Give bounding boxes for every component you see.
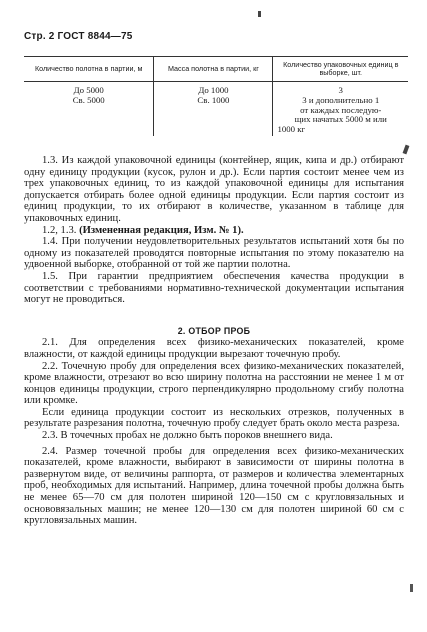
document-body bbox=[24, 155, 404, 527]
cell-line: 3 bbox=[338, 85, 343, 96]
cell-line: Св. 1000 bbox=[197, 95, 230, 105]
cell-line: от каждых последую- bbox=[300, 104, 382, 115]
paragraph-2-4: 2.4. Размер точечной пробы для определения всех физико-механических показателей, кроме влажности, выбирают в зависимости от ширины полотна в развернутом виде, от величины раппорта, от размеров и количества элементарных проб, необходимых для испытаний. Например, длина точечной пробы должна быть не менее 65—70 см для полотен шириной 120—150 см с кругловязальных и основовязальных машин; не менее 120—130 см для полотен шириной 60 см с кругловязальных машин. bbox=[24, 445, 404, 527]
scan-speck bbox=[410, 584, 413, 592]
column-header: Масса полотна в партии, кг bbox=[154, 57, 273, 82]
section-title: 2. ОТБОР ПРОБ bbox=[177, 325, 251, 336]
edit-note-numbers: 1.2, 1.3. bbox=[42, 224, 77, 236]
paragraph-2-2: 2.2. Точечную пробу для определения всех физико-механических показателей, кроме влажности, отрезают во всю ширину полотна на расстоянии не менее 1 м от концов единицы продукции, строго перпендикулярно продольному сгибу полотна или кромке. bbox=[24, 360, 404, 407]
paragraph-edit-note bbox=[24, 225, 404, 237]
column-header: Количество упаковочных единиц в выборке, шт. bbox=[273, 57, 408, 82]
cell-line: 1000 кг bbox=[277, 123, 306, 134]
paragraph-2-1: 2.1. Для определения всех физико-механических показателей, кроме влажности, от каждой единицы продукции вырезают точечную пробу. bbox=[24, 337, 404, 360]
paragraph-1-4: 1.4. При получении неудовлетворительных результатов испытаний хотя бы по одному из показателей проводятся повторные испытания по этому показателю на удвоенной выборке, отобранной от той же партии полотна. bbox=[24, 236, 404, 271]
edit-note-text: (Измененная редакция, Изм. № 1). bbox=[79, 224, 244, 236]
table-cell bbox=[154, 82, 273, 136]
sampling-table bbox=[24, 56, 408, 136]
table-header-row bbox=[24, 57, 408, 82]
cell-line: 3 и дополнительно 1 bbox=[302, 95, 380, 105]
scan-speck bbox=[403, 145, 410, 155]
paragraph-1-3: 1.3. Из каждой упаковочной единицы (контейнер, ящик, кипа и др.) отбирают одну единицу продукции (кусок, рулон и др.). Если партия состоит менее чем из трех упаковочных единиц, то из каждой упаковочной единицы для испытания допускается отбирать более одной единицы продукции. Если партия состоит из единиц продукции, то их отбирают в количестве, указанном в таблице для упаковочных единиц. bbox=[24, 155, 404, 224]
page-header: Стр. 2 ГОСТ 8844—75 bbox=[24, 31, 133, 42]
table-row bbox=[24, 82, 408, 136]
spacer bbox=[24, 306, 404, 326]
scan-speck bbox=[258, 11, 261, 17]
paragraph-1-5: 1.5. При гарантии предприятием обеспечения качества продукции в соответствии с требованиями нормативно-технической документации испытания могут не проводиться. bbox=[24, 270, 404, 306]
paragraph-2-2b: Если единица продукции состоит из нескольких отрезков, полученных в результате разрезания полотна, точечную пробу следует брать около места разреза. bbox=[24, 406, 404, 430]
cell-line: щих начатых 5000 м или bbox=[294, 114, 387, 125]
column-header: Количество полотна в партии, м bbox=[24, 57, 154, 82]
cell-line: Св. 5000 bbox=[72, 95, 105, 105]
cell-line: До 5000 bbox=[73, 85, 104, 96]
paragraph-2-3: 2.3. В точечных пробах не должно быть пороков внешнего вида. bbox=[42, 430, 333, 442]
table-cell bbox=[273, 82, 408, 136]
cell-line: До 1000 bbox=[198, 85, 229, 96]
table-cell bbox=[24, 82, 154, 136]
